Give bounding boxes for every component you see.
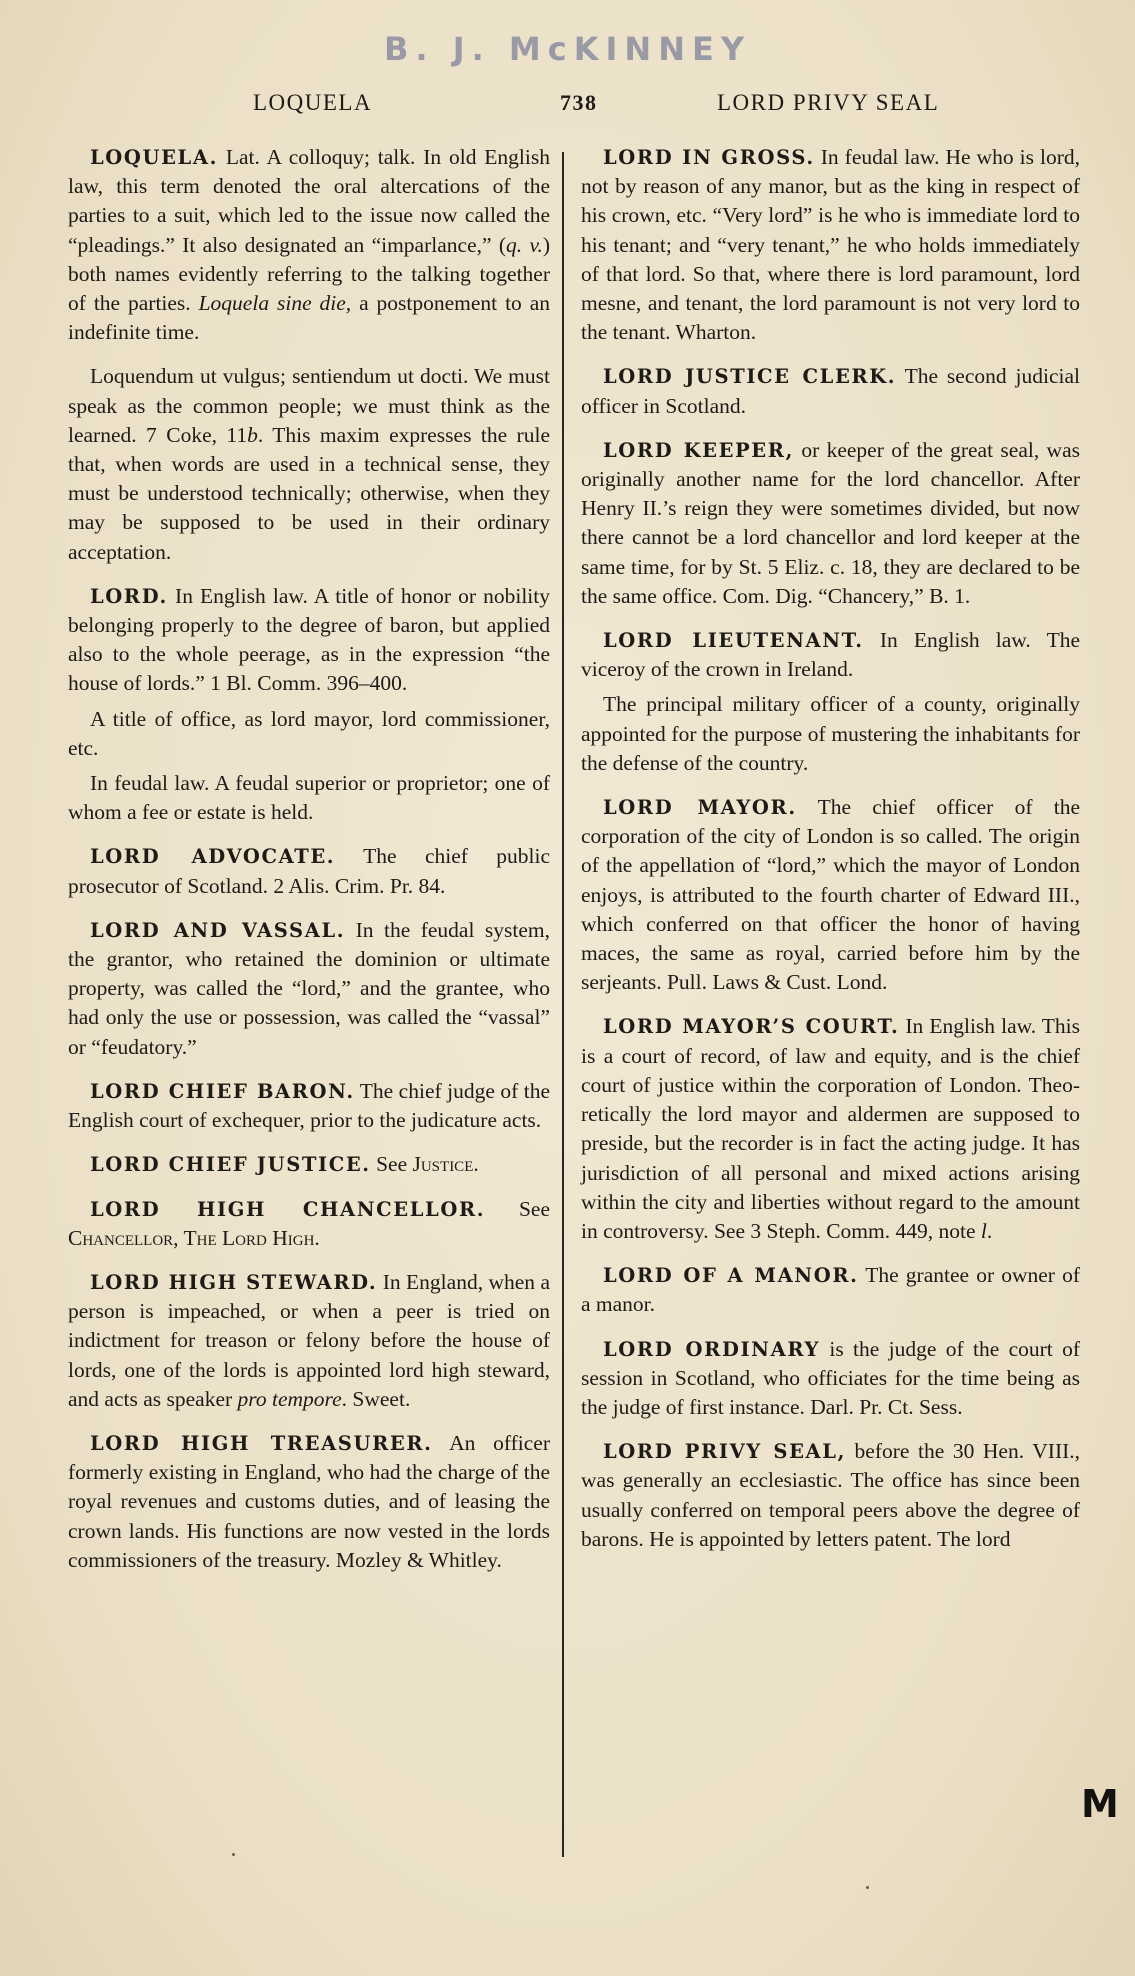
entry-text: The principal military officer of a county, originally appointed for the purpose of mustering the inhabitants for the defense of the country.: [581, 692, 1080, 775]
entry-text: In England, when a person is impeached, or when a peer is tried on indictment for treason or felony before the house of lords, one of the lords is appointed lord high steward, and acts as speaker: [68, 1269, 550, 1411]
dictionary-entry: [581, 362, 1080, 420]
entry-cross-reference: Justice: [412, 1152, 474, 1177]
entry-text: The chief judge of the English court of exchequer, prior to the judicature acts.: [68, 1078, 550, 1133]
print-speck: [866, 1886, 869, 1889]
entry-text: The second judicial officer in Scotland.: [581, 364, 1080, 418]
entry-text: In feudal law. A feudal superior or proprietor; one of whom a fee or estate is held.: [68, 771, 550, 825]
entry-text: ) both names evidently referring to the talking together of the parties.: [68, 232, 550, 316]
running-head-left: LOQUELA: [253, 90, 373, 115]
entry-headword: LORD LIEUTENANT.: [603, 629, 864, 653]
dictionary-entry: [581, 1012, 1080, 1246]
entry-headword: LORD HIGH TREASURER.: [90, 1431, 433, 1455]
entry-text: The grantee or owner of a manor.: [581, 1263, 1080, 1317]
dictionary-entry: [68, 916, 550, 1062]
entry-text: . This maxim expresses the rule that, when words are used in a technical sense, they must be understood technically; otherwise, when they may be supposed to be used in their ordinary acceptation.: [68, 422, 550, 564]
dictionary-entry: [581, 436, 1080, 611]
entry-text: a postponement to an indefinite time.: [68, 291, 550, 345]
entry-text: In English law. A title of honor or nobility belonging properly to the degree of baron, but applied also to the whole peerage, as in the expression “the house of lords.” 1 Bl. Comm. 396–400.: [68, 583, 550, 696]
dictionary-entry: [68, 769, 550, 827]
entry-headword: LORD.: [90, 584, 168, 608]
entry-text: An officer formerly existing in England, who had the charge of the royal revenues and customs duties, and of leasing the crown lands. His functions are now vested in the lords commissioners of the treasury. Mozley & Whitley.: [68, 1430, 550, 1572]
owner-stamp: B. J. McKINNEY: [384, 30, 751, 68]
entry-italic-text: q. v.: [506, 232, 543, 257]
entry-text: or keeper of the great seal, was originally another name for the lord chancellor. After Henry II.’s reign they were sometimes divided, but now there cannot be a lord chancellor and lord keeper at the same time, for by St. 5 Eliz. c. 18, they are declared to be the same office. Com. Dig. “Chancery,” B. 1.: [581, 437, 1080, 608]
dictionary-entry: [68, 582, 550, 699]
entry-text: In English law. This is a court of record, of law and equity, and is the chief court of justice within the corporation of London. Theoretically the lord mayor and aldermen are supposed to preside, but the recorder is in fact the acting judge. It has jurisdiction of all personal and mixed actions arising within the city and liberties without regard to the amount in controversy. See 3 Steph. Comm. 449, note: [581, 1014, 1081, 1243]
entry-text: before the 30 Hen. VIII., was generally an ecclesiastic. The office has since been usually conferred on temporal peers above the degree of barons. He is appointed by letters patent. The lord: [581, 1439, 1081, 1551]
entry-italic-text: b: [247, 422, 258, 447]
dictionary-entry: [68, 143, 550, 347]
entry-italic-text: l: [980, 1218, 987, 1243]
dictionary-entry: [68, 1429, 550, 1575]
dictionary-entry: [581, 626, 1080, 684]
running-head-right: LORD PRIVY SEAL: [717, 90, 940, 115]
entry-text: The chief officer of the corporation of the city of London is so called. The origin of the appellation of “lord,” which the mayor of London enjoys, is attributed to the fourth charter of Edward III., which conferred on that officer the honor of having maces, the same as royal, carried before him by the serjeants. Pull. Laws & Cust. Lond.: [581, 795, 1080, 995]
dictionary-entry: [68, 362, 550, 566]
entry-headword: LORD OF A MANOR.: [603, 1264, 859, 1288]
dictionary-entry: [68, 1150, 550, 1179]
entry-headword: LORD HIGH STEWARD.: [90, 1270, 378, 1294]
dictionary-entry: [581, 1261, 1080, 1319]
entry-headword: LORD MAYOR.: [603, 796, 797, 820]
entry-text: .: [314, 1225, 320, 1250]
thumb-index-letter: M: [1081, 1782, 1119, 1826]
dictionary-entry: [581, 1437, 1080, 1554]
entry-italic-text: pro tempore: [237, 1386, 342, 1411]
entry-headword: LORD IN GROSS.: [603, 146, 815, 169]
entry-text: .: [473, 1152, 479, 1177]
entry-headword: LOQUELA.: [90, 146, 218, 169]
entry-text: Lat. A colloquy; talk. In old English law, this term denoted the oral altercations of the parties to a suit, which led to the issue now called the “pleadings.” It also designated an “imparlance,” (: [68, 145, 550, 257]
dictionary-entry: [68, 1195, 550, 1253]
dictionary-entry: [68, 842, 550, 900]
entry-headword: LORD AND VASSAL.: [90, 918, 346, 942]
page-number: 738: [560, 90, 598, 115]
right-column: [581, 143, 1080, 1569]
entry-text: The chief public prosecutor of Scotland. 2 Alis. Crim. Pr. 84.: [68, 844, 551, 898]
entry-headword: LORD HIGH CHANCELLOR.: [90, 1197, 486, 1221]
dictionary-entry: [581, 1335, 1080, 1423]
entry-headword: LORD JUSTICE CLERK.: [603, 365, 897, 389]
entry-text: In the feudal system, the grantor, who retained the dominion or ultimate property, was called the “lord,” and the grantee, who had only the use or possession, was called the “vassal” or “feudatory.”: [68, 917, 551, 1059]
dictionary-entry: [68, 1077, 550, 1135]
entry-text: . Sweet.: [341, 1386, 411, 1411]
entry-headword: LORD CHIEF BARON.: [90, 1079, 355, 1103]
dictionary-entry: [68, 1268, 550, 1414]
entry-headword: LORD ORDINARY: [603, 1337, 821, 1361]
left-column: [68, 143, 550, 1590]
entry-headword: LORD PRIVY SEAL,: [603, 1440, 846, 1464]
entry-text: is the judge of the court of session in Scotland, who officiates for the time being as the judge of first instance. Darl. Pr. Ct. Sess.: [581, 1336, 1080, 1419]
print-speck: [232, 1853, 235, 1856]
entry-headword: LORD CHIEF JUSTICE.: [90, 1153, 371, 1177]
dictionary-entry: [68, 705, 550, 763]
entry-text: .: [986, 1218, 993, 1243]
entry-headword: LORD MAYOR’S COURT.: [603, 1015, 900, 1039]
column-divider: [562, 152, 564, 1857]
dictionary-entry: [581, 143, 1080, 347]
entry-text: A title of office, as lord mayor, lord commissioner, etc.: [68, 706, 550, 760]
entry-text: In English law. The viceroy of the crown in Ireland.: [581, 628, 1080, 682]
entry-text: See: [485, 1196, 551, 1221]
entry-text: See: [370, 1152, 413, 1177]
entry-headword: LORD KEEPER,: [603, 438, 794, 462]
dictionary-entry: [581, 793, 1080, 997]
entry-cross-reference: Chancellor, The Lord High: [68, 1225, 315, 1250]
entry-headword: LORD ADVOCATE.: [90, 845, 336, 869]
entry-text: In feudal law. He who is lord, not by reason of any manor, but as the king in respect of his crown, etc. “Very lord” is he who is immediate lord to his tenant; and “very tenant,” he who holds immediately of that lord. So that, where there is lord paramount, lord mesne, and tenant, the lord paramount is not very lord to the tenant. Wharton.: [581, 145, 1080, 345]
entry-italic-text: Loquela sine die,: [198, 291, 352, 316]
dictionary-entry: [581, 690, 1080, 778]
entry-text: Loquendum ut vulgus; sentiendum ut docti. We must speak as the common people; we must think as the learned. 7 Coke, 11: [68, 364, 550, 447]
